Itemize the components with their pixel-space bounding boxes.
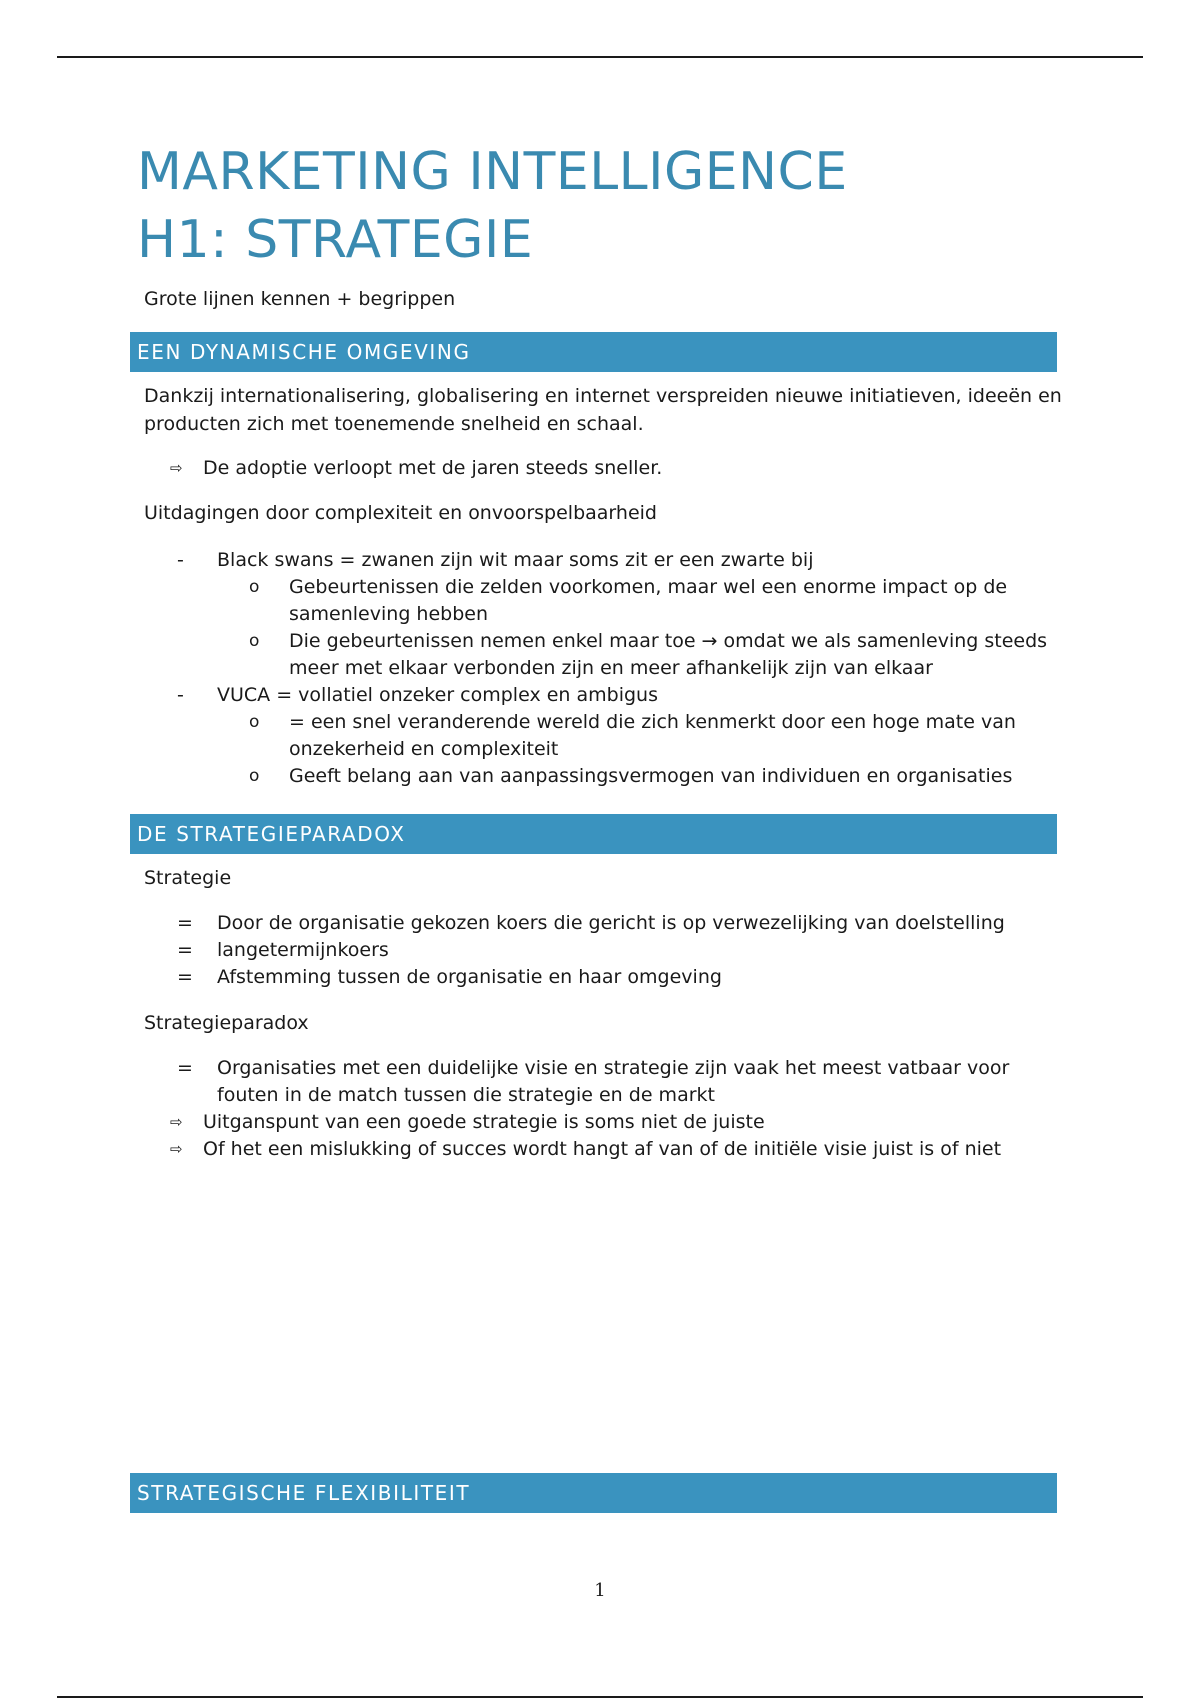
bottom-rule — [57, 1696, 1143, 1698]
list-item-text: Organisaties met een duidelijke visie en strategie zijn vaak het meest vatbaar voor fouten in de match tussen die strategie en de markt — [217, 1057, 1010, 1106]
paragraph-strategieparadox: Strategieparadox — [144, 1012, 309, 1034]
equals-bullet-icon: = — [177, 966, 193, 988]
list-item-black-swans — [137, 547, 1067, 574]
section-heading-strategische-flexibiliteit: STRATEGISCHE FLEXIBILITEIT — [130, 1473, 1057, 1513]
paragraph-intro: Dankzij internationalisering, globalisering en internet verspreiden nieuwe initiatieven, ideeën en producten zich met toenemende snelheid en schaal. — [144, 385, 1062, 435]
equals-bullet-icon: = — [177, 1057, 193, 1079]
list-item-text: Of het een mislukking of succes wordt hangt af van of de initiële visie juist is of niet — [203, 1138, 1002, 1160]
arrow-bullet-icon: ⇨ — [170, 459, 183, 477]
list-item-text: De adoptie verloopt met de jaren steeds sneller. — [203, 457, 663, 479]
dash-bullet-icon: - — [177, 549, 184, 571]
sub-list-item-text: Gebeurtenissen die zelden voorkomen, maar wel een enorme impact op de samenleving hebben — [289, 576, 1008, 625]
document-body — [137, 138, 1067, 1513]
list-item-vuca — [137, 682, 1067, 709]
section-heading-dynamische-omgeving: EEN DYNAMISCHE OMGEVING — [130, 332, 1057, 372]
sub-list-item-text: Die gebeurtenissen nemen enkel maar toe → omdat we als samenleving steeds meer met elkaar verbonden zijn en meer afhankelijk zijn van elkaar — [289, 630, 1048, 679]
sub-list-item — [137, 628, 1067, 682]
list-item-arrow — [137, 1136, 1067, 1163]
paragraph-challenges: Uitdagingen door complexiteit en onvoorspelbaarheid — [144, 502, 657, 524]
list-item-text: Black swans = zwanen zijn wit maar soms zit er een zwarte bij — [217, 549, 814, 571]
list-item-equals — [137, 1055, 1067, 1109]
list-item-text: VUCA = vollatiel onzeker complex en ambigus — [217, 684, 658, 706]
list-item-equals — [137, 964, 1067, 991]
list-item-text: langetermijnkoers — [217, 939, 389, 961]
sub-list-item — [137, 709, 1067, 763]
dash-bullet-icon: - — [177, 684, 184, 706]
equals-bullet-icon: = — [177, 912, 193, 934]
sub-list-item — [137, 574, 1067, 628]
list-item-equals — [137, 910, 1067, 937]
circle-bullet-icon: o — [249, 766, 260, 786]
circle-bullet-icon: o — [249, 712, 260, 732]
sub-list-item-text: Geeft belang aan van aanpassingsvermogen van individuen en organisaties — [289, 765, 1013, 787]
title-line-1: MARKETING INTELLIGENCE — [137, 142, 848, 202]
list-item-arrow — [137, 455, 1067, 482]
top-rule — [57, 56, 1143, 58]
section-heading-strategieparadox: DE STRATEGIEPARADOX — [130, 814, 1057, 854]
circle-bullet-icon: o — [249, 577, 260, 597]
circle-bullet-icon: o — [249, 631, 260, 651]
equals-bullet-icon: = — [177, 939, 193, 961]
list-item-text: Afstemming tussen de organisatie en haar omgeving — [217, 966, 722, 988]
arrow-bullet-icon: ⇨ — [170, 1140, 183, 1158]
list-item-text: Door de organisatie gekozen koers die gericht is op verwezelijking van doelstelling — [217, 912, 1005, 934]
title-line-2: H1: STRATEGIE — [137, 210, 534, 270]
document-title — [137, 138, 1067, 274]
list-item-text: Uitganspunt van een goede strategie is soms niet de juiste — [203, 1111, 765, 1133]
arrow-bullet-icon: ⇨ — [170, 1113, 183, 1131]
paragraph-strategie: Strategie — [144, 867, 232, 889]
subtitle: Grote lijnen kennen + begrippen — [144, 288, 456, 310]
page-number: 1 — [594, 1580, 606, 1601]
sub-list-item — [137, 763, 1067, 790]
list-item-equals — [137, 937, 1067, 964]
list-item-arrow — [137, 1109, 1067, 1136]
sub-list-item-text: = een snel veranderende wereld die zich kenmerkt door een hoge mate van onzekerheid en complexiteit — [289, 711, 1016, 760]
